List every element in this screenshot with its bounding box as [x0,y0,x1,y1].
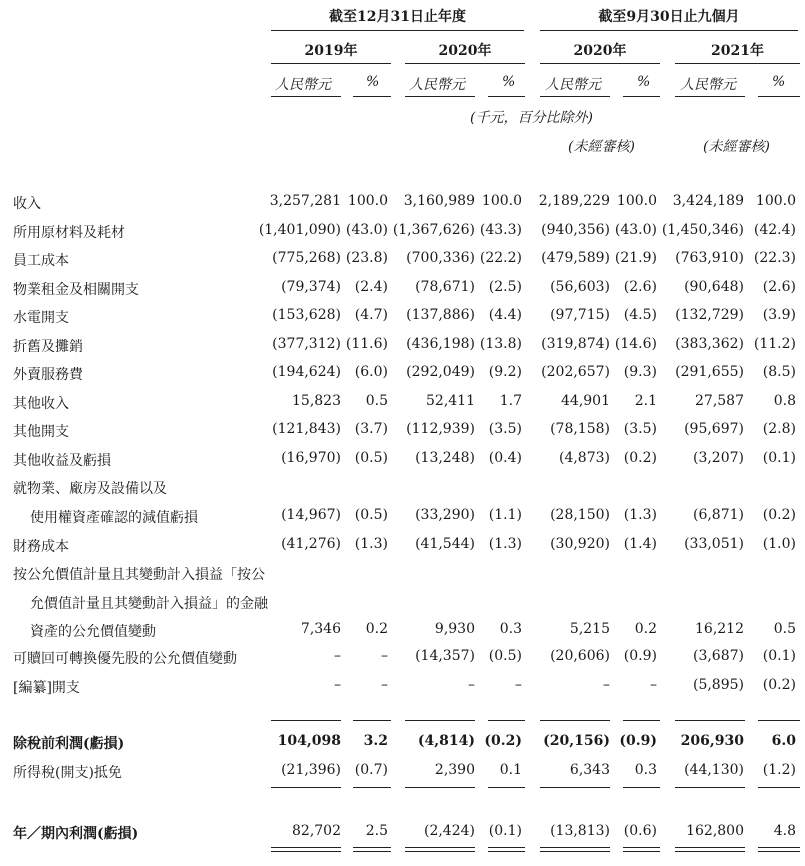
year-2020-nine-months: 2020年 [573,43,627,59]
row-value: 2,189,229 [538,193,610,209]
row-value: (28,150) [550,506,610,523]
row-value: (0.5) [354,506,388,523]
row-value: (33,051) [684,536,744,552]
row-value: 44,901 [561,393,610,409]
row-value: (5,895) [692,677,744,693]
year-rule [405,63,525,64]
row-label: 其他收益及虧損 [13,453,111,469]
row-value: – [515,677,522,693]
row-value: (775,268) [272,250,341,266]
row-value: (291,655) [675,364,744,380]
row-value: (0.2) [762,506,796,523]
subtotal-rule [353,787,391,788]
row-value: 15,823 [292,393,341,409]
row-value: (121,843) [272,421,341,437]
row-label: 就物業、廠房及設備以及 [13,481,167,497]
row-value: 0.2 [634,621,657,637]
row-value: (78,158) [550,421,610,437]
row-value: (0.9) [623,648,657,664]
total-double-rule [488,847,525,852]
unit-note: (千元，百分比除外) [470,110,593,126]
row-value: (0.4) [488,450,522,466]
row-value: (3.9) [762,307,796,323]
row-value: – [381,648,388,664]
row-label: 其他收入 [13,396,69,412]
row-value: – [334,648,341,664]
row-value: 100.0 [347,193,388,209]
row-value: (20,156) [543,733,610,749]
row-value: (1,401,090) [258,222,341,238]
row-value: (940,356) [541,222,610,238]
row-value: (132,729) [675,307,744,323]
unit-pct: % [502,74,516,90]
unit-rmb: 人民幣元 [545,77,601,93]
row-value: (13,248) [415,450,475,466]
row-value: 7,346 [300,621,341,637]
unit-rule [758,96,800,97]
row-value: (16,970) [281,450,341,466]
row-value: (137,886) [406,307,475,323]
row-value: 100.0 [616,193,657,209]
row-label: 物業租金及相關開支 [13,282,139,298]
row-label: 年／期內利潤(虧損) [13,826,139,842]
row-value: 16,212 [695,621,744,637]
row-value: (56,603) [550,279,610,295]
year-2020: 2020年 [438,43,492,59]
row-value: 1.7 [499,393,522,409]
row-value: (1.1) [488,506,522,523]
unaudited-note: (未經審核) [703,139,770,155]
year-rule [271,63,391,64]
row-value: 27,587 [695,393,744,409]
row-value: (2.4) [354,279,388,295]
total-double-rule [353,847,391,852]
row-value: (6.0) [354,364,388,380]
row-value: (1,450,346) [661,222,744,238]
row-value: (3.7) [354,421,388,437]
row-value: (78,671) [415,279,475,295]
row-value: 5,215 [569,621,610,637]
unit-rmb: 人民幣元 [409,77,465,93]
row-value: 52,411 [426,393,475,409]
row-value: 0.8 [773,393,796,409]
row-value: 3,160,989 [403,193,475,209]
row-value: (2.6) [623,279,657,295]
row-value: (0.1) [762,648,796,664]
row-value: 2,390 [434,762,475,778]
row-value: (9.3) [623,364,657,380]
row-label: 水電開支 [13,310,69,326]
row-value: 100.0 [755,193,796,209]
row-value: (13.8) [479,336,522,352]
subtotal-rule [758,787,800,788]
row-value: (30,920) [550,536,610,552]
row-value: (292,049) [406,364,475,380]
unit-rule [271,96,341,97]
row-value: (8.5) [762,364,796,380]
row-label: 資產的公允價值變動 [30,624,156,640]
row-value: (1.3) [354,536,388,552]
row-value: (319,874) [541,336,610,352]
year-rule [540,63,660,64]
row-value: – [468,677,475,693]
unit-rmb: 人民幣元 [680,77,736,93]
subtotal-rule [488,787,525,788]
row-value: 0.3 [499,621,522,637]
row-value: (20,606) [550,648,610,664]
row-value: (1.2) [762,762,796,778]
row-value: 0.5 [773,621,796,637]
row-label: 允價值計量且其變動計入損益」的金融 [30,595,268,612]
row-value: (0.1) [762,450,796,466]
row-value: (4.5) [623,307,657,323]
row-value: 2.1 [634,393,657,409]
unit-rule [623,96,660,97]
row-value: – [334,677,341,693]
row-value: (763,910) [675,250,744,266]
row-value: (383,362) [675,336,744,352]
row-value: (0.9) [619,733,657,749]
total-double-rule [271,847,341,852]
row-value: 162,800 [686,823,744,839]
row-value: (2,424) [423,823,475,839]
row-value: (2.5) [488,279,522,295]
subtotal-rule [623,787,660,788]
unit-rule [540,96,610,97]
row-value: (1.3) [488,536,522,552]
subtotal-rule [271,787,341,788]
row-label: 員工成本 [13,253,69,269]
row-value: 3.2 [363,733,388,749]
row-value: 206,930 [680,733,744,749]
subtotal-rule [405,787,475,788]
row-label: 按公允價值計量且其變動計入損益「按公 [13,567,265,583]
row-value: (21,396) [281,762,341,778]
row-value: 6.0 [771,733,796,749]
row-value: (0.2) [623,450,657,466]
row-value: (43.3) [479,222,522,238]
unit-rmb: 人民幣元 [275,77,331,93]
row-label: 外賣服務費 [13,367,83,383]
row-value: – [381,677,388,693]
header-group1-rule [271,30,524,31]
unit-pct: % [366,74,380,90]
total-double-rule [758,847,800,852]
row-value: (700,336) [406,250,475,266]
row-value: (13,813) [550,823,610,839]
row-value: (44,130) [684,762,744,778]
row-value: (14.6) [614,336,657,352]
subtotal-rule [540,720,610,721]
row-value: (2.8) [762,421,796,437]
row-value: (377,312) [272,336,341,352]
subtotal-rule [353,720,391,721]
row-value: 0.2 [365,621,388,637]
unit-rule [675,96,745,97]
row-value: (1,367,626) [392,222,475,238]
unit-rule [405,96,475,97]
row-value: (3.5) [623,421,657,437]
unit-pct: % [637,74,651,90]
total-double-rule [405,847,475,852]
row-value: (79,374) [281,279,341,295]
row-value: (202,657) [541,364,610,380]
row-label: 可贖回可轉換優先股的公允價值變動 [13,651,237,667]
year-2021-nine-months: 2021年 [711,43,764,59]
row-value: (112,939) [406,421,475,437]
row-label: 除稅前利潤(虧損) [13,736,125,752]
row-value: (1.0) [762,536,796,552]
row-value: (41,544) [415,536,475,552]
row-label: [編纂]開支 [13,680,80,696]
row-value: (97,715) [550,307,610,323]
total-double-rule [675,847,745,852]
row-label: 所得稅(開支)抵免 [13,765,122,781]
row-value: (41,276) [281,536,341,552]
row-value: 9,930 [434,621,475,637]
subtotal-rule [758,720,800,721]
row-value: (153,628) [272,307,341,323]
subtotal-rule [540,787,610,788]
row-value: (0.5) [488,648,522,664]
row-value: (0.6) [623,823,657,839]
row-value: (4.7) [354,307,388,323]
row-value: 6,343 [569,762,610,778]
row-value: (14,357) [415,648,475,664]
row-value: 0.1 [499,762,522,778]
total-double-rule [623,847,660,852]
subtotal-rule [405,720,475,721]
row-value: (3,687) [692,648,744,664]
unit-rule [488,96,525,97]
row-value: (43.0) [345,222,388,238]
row-value: 100.0 [481,193,522,209]
subtotal-rule [675,787,745,788]
row-value: (21.9) [614,250,657,266]
row-value: (4,814) [417,733,475,749]
row-label: 使用權資產確認的減值虧損 [30,509,198,526]
row-value: (14,967) [281,506,341,523]
row-value: (42.4) [753,222,796,238]
row-value: (3.5) [488,421,522,437]
row-value: (479,589) [541,250,610,266]
row-value: (22.3) [753,250,796,266]
row-value: (0.5) [354,450,388,466]
row-value: (4.4) [488,307,522,323]
row-value: 3,424,189 [672,193,744,209]
unaudited-note: (未經審核) [568,139,635,155]
row-value: 4.8 [773,823,796,839]
row-label: 所用原材料及耗材 [13,225,125,241]
row-value: 82,702 [292,823,341,839]
subtotal-rule [488,720,525,721]
row-value: (0.7) [354,762,388,778]
total-double-rule [540,847,610,852]
subtotal-rule [623,720,660,721]
row-label: 收入 [13,196,41,212]
row-value: (0.2) [484,733,522,749]
row-value: (23.8) [345,250,388,266]
unit-pct: % [772,74,786,90]
row-value: (194,624) [272,364,341,380]
row-value: (43.0) [614,222,657,238]
unit-rule [353,96,391,97]
row-value: (33,290) [415,506,475,523]
header-group2-rule [540,30,798,31]
row-value: (90,648) [684,279,744,295]
row-value: 0.5 [365,393,388,409]
row-value: (1.4) [623,536,657,552]
row-value: 104,098 [277,733,341,749]
row-label: 其他開支 [13,424,69,440]
row-value: (9.2) [488,364,522,380]
row-value: (0.2) [762,677,796,693]
row-value: (4,873) [558,450,610,466]
row-value: (3,207) [692,450,744,466]
subtotal-rule [675,720,745,721]
row-value: (11.6) [345,336,388,352]
row-label: 財務成本 [13,539,69,555]
row-value: 2.5 [365,823,388,839]
header-group-year-ended: 截至12月31日止年度 [329,9,466,25]
row-value: (11.2) [753,336,796,352]
header-group-nine-months: 截至9月30日止九個月 [598,9,740,25]
subtotal-rule [271,720,341,721]
row-value: (95,697) [684,421,744,437]
row-value: (0.1) [488,823,522,839]
year-2019: 2019年 [304,43,358,59]
year-rule [675,63,800,64]
row-value: (6,871) [692,506,744,523]
row-value: – [603,677,610,693]
row-value: 3,257,281 [269,193,341,209]
row-value: (22.2) [479,250,522,266]
row-value: (2.6) [762,279,796,295]
row-label: 折舊及攤銷 [13,339,83,355]
row-value: 0.3 [634,762,657,778]
row-value: – [650,677,657,693]
row-value: (1.3) [623,506,657,523]
row-value: (436,198) [406,336,475,352]
